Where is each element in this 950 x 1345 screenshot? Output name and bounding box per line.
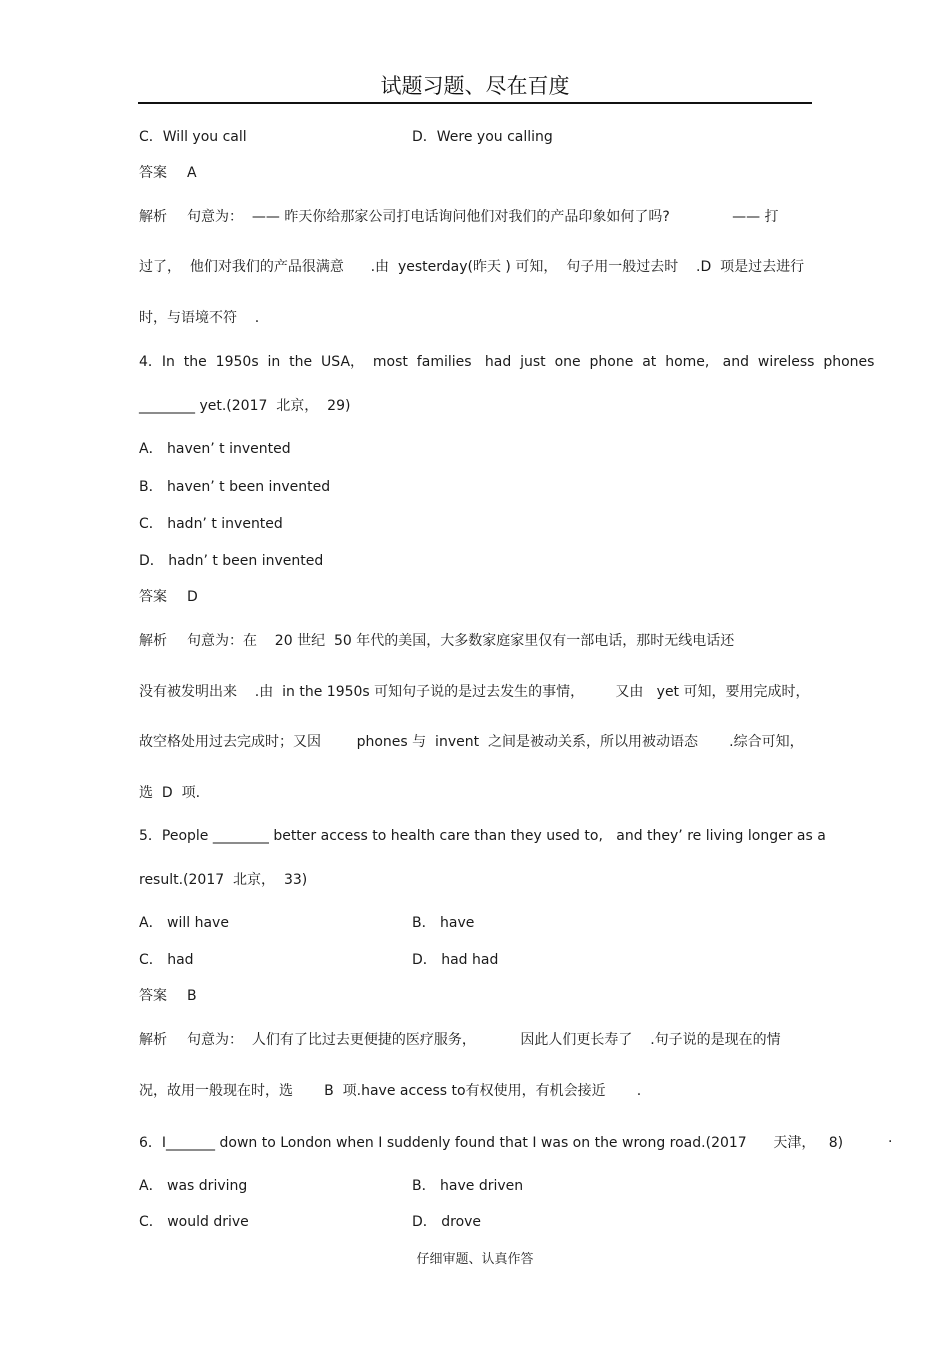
analysis-text: 句意为：在 20 世纪 50 年代的美国，大多数家庭家里仅有一部电话，那时无线电话还 xyxy=(187,633,735,649)
q5-answer xyxy=(139,986,197,1006)
q4-option-c: C． hadn’ t invented xyxy=(139,516,283,532)
analysis-label: 解析 xyxy=(139,209,167,225)
q3-answer xyxy=(139,163,197,183)
q6-option-a: A． was driving xyxy=(139,1178,248,1194)
analysis-text: 句意为： 人们有了比过去更便捷的医疗服务， 因此人们更长寿了 .句子说的是现在的情 xyxy=(187,1032,781,1048)
q5-option-d: D． had had xyxy=(412,952,499,968)
analysis-label: 解析 xyxy=(139,1032,167,1048)
q4-analysis-line-2: 没有被发明出来 .由 in the 1950s 可知句子说的是过去发生的事情， 又由 yet 可知，要用完成时， xyxy=(139,684,810,700)
answer-value: D xyxy=(187,589,198,605)
q3-analysis-line-3: 时，与语境不符 . xyxy=(139,310,260,326)
q3-analysis-line-2: 过了， 他们对我们的产品很满意 .由 yesterday(昨天 ) 可知， 句子用一般过去时 .D 项是过去进行 xyxy=(139,259,805,275)
answer-label: 答案 xyxy=(139,165,167,181)
q6-option-b: B． have driven xyxy=(412,1178,524,1194)
q3-option-d: D．Were you calling xyxy=(412,129,553,145)
q5-stem-line-1: 5．People ________ better access to health care than they used to, and they’ re living longer as a xyxy=(139,828,826,844)
page-header-title: 试题习题、尽在百度 xyxy=(380,74,570,98)
q4-analysis-line-1 xyxy=(139,631,734,651)
answer-label: 答案 xyxy=(139,589,167,605)
q5-analysis-line-1 xyxy=(139,1030,781,1050)
q4-answer xyxy=(139,587,198,607)
q3-option-c: C．Will you call xyxy=(139,129,247,145)
q4-option-a: A． haven’ t invented xyxy=(139,441,291,457)
analysis-text: 句意为： —— 昨天你给那家公司打电话询问他们对我们的产品印象如何了吗? —— 打 xyxy=(187,209,779,225)
answer-label: 答案 xyxy=(139,988,167,1004)
q6-stem-line-1: 6．I_______ down to London when I suddenly found that I was on the wrong road.(2017 天津， 8) xyxy=(139,1135,844,1151)
q5-stem-line-2: result.(2017 北京， 33) xyxy=(139,872,308,888)
q6-option-d: D． drove xyxy=(412,1214,482,1230)
analysis-label: 解析 xyxy=(139,633,167,649)
stray-mark: . xyxy=(888,1130,893,1146)
q4-analysis-line-4: 选 D 项. xyxy=(139,785,201,801)
q5-option-c: C． had xyxy=(139,952,194,968)
answer-value: B xyxy=(187,988,197,1004)
page-footer: 仔细审题、认真作答 xyxy=(416,1252,534,1267)
q4-stem-line-2: ________ yet.(2017 北京， 29) xyxy=(139,398,351,414)
header-rule xyxy=(138,102,812,104)
q5-analysis-line-2: 况，故用一般现在时，选 B 项.have access to有权使用，有机会接近 . xyxy=(139,1083,642,1099)
q3-analysis-line-1 xyxy=(139,207,779,227)
q5-option-b: B． have xyxy=(412,915,475,931)
q4-analysis-line-3: 故空格处用过去完成时；又因 phones 与 invent 之间是被动关系，所以用被动语态 .综合可知， xyxy=(139,734,804,750)
q5-option-a: A． will have xyxy=(139,915,229,931)
q6-option-c: C． would drive xyxy=(139,1214,249,1230)
q4-option-b: B． haven’ t been invented xyxy=(139,479,331,495)
q4-stem-line-1: 4．In the 1950s in the USA， most families had just one phone at home, and wireless phones xyxy=(139,354,875,370)
answer-value: A xyxy=(187,165,197,181)
q4-option-d: D． hadn’ t been invented xyxy=(139,553,324,569)
